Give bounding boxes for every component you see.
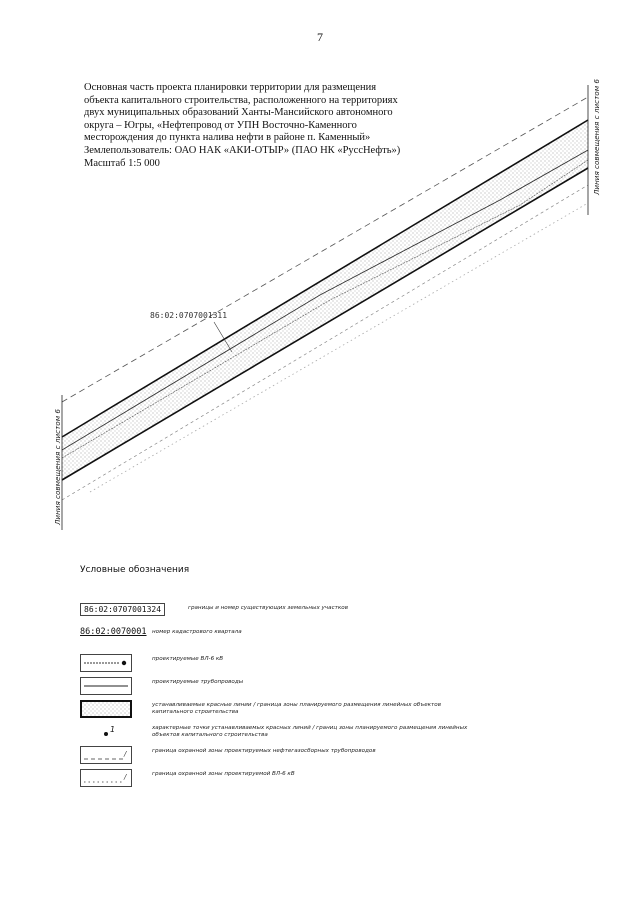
legend-item-label: граница охранной зоны проектируемой ВЛ-6 кВ [152,771,295,777]
svg-text:/: / [124,773,127,781]
legend-item [80,769,540,793]
parcel-number-label: 86:02:0707001311 [150,311,228,320]
legend-title: Условные обозначения [80,565,190,575]
title-line: Масштаб 1:5 000 [84,157,160,169]
page-number: 7 [317,30,323,44]
svg-text:/: / [124,750,127,758]
legend-item-label: устанавливаемые красные линии / граница зоны планируемого размещения линейных объектов капитального строительства [152,702,441,715]
legend-item-label: границы и номер существующих земельных участков [188,605,349,611]
title-line: Землепользователь: ОАО НАК «АКИ-ОТЫР» (ПАО НК «РуссНефть») [84,144,401,156]
red-line-upper [62,120,588,437]
legend-item [80,654,540,678]
title-line: округа – Югры, «Нефтепровод от УПН Восточно-Каменного [84,119,357,131]
red-line-zone-symbol [80,700,132,718]
legend-item-label: граница охранной зоны проектируемых нефтегазосборных трубопроводов [152,748,376,754]
power-line-symbol [80,654,132,672]
legend-item-label: проектируемые трубопроводы [152,679,244,685]
svg-text:1: 1 [110,725,116,734]
pipeline-protection-zone-symbol [80,746,132,764]
legend-item [80,603,540,627]
title-line: объекта капитального строительства, расположенного на территориях [84,94,398,106]
title-line: двух муниципальных образований Ханты-Мансийского автономного [84,107,393,119]
legend-item [80,723,540,747]
red-line-lower [62,168,588,480]
legend-item [80,627,540,651]
protection-zone-boundary-lower [90,203,588,492]
parcel-number-symbol: 86:02:0707001324 [80,603,165,616]
protection-zone-boundary [62,94,588,402]
power-line-protection-zone-symbol [80,769,132,787]
pipeline-symbol [80,677,132,695]
cadastral-quarter-symbol: 86:02:0070001 [80,627,147,637]
legend-item [80,677,540,701]
legend-item-label: проектируемые ВЛ-6 кВ [152,656,224,662]
planned-zone-band [62,120,588,480]
legend-item [80,700,540,724]
match-line-right-label: Линия совмещения с листом 6 [592,79,601,195]
legend-item-label: номер кадастрового квартала [152,629,242,635]
title-line: месторождения до пункта налива нефти в районе п. Каменный» [84,132,371,144]
legend-item-label: характерные точки устанавливаемых красных линий / границ зоны планируемого размещения линейных объектов капитального строительства [152,725,468,738]
legend-item [80,746,540,770]
match-line-left-label: Линия совмещения с листом 6 [53,409,62,525]
title-line: Основная часть проекта планировки территории для размещения [84,82,377,93]
parcel-boundary [62,185,588,500]
characteristic-point-symbol [80,723,132,741]
